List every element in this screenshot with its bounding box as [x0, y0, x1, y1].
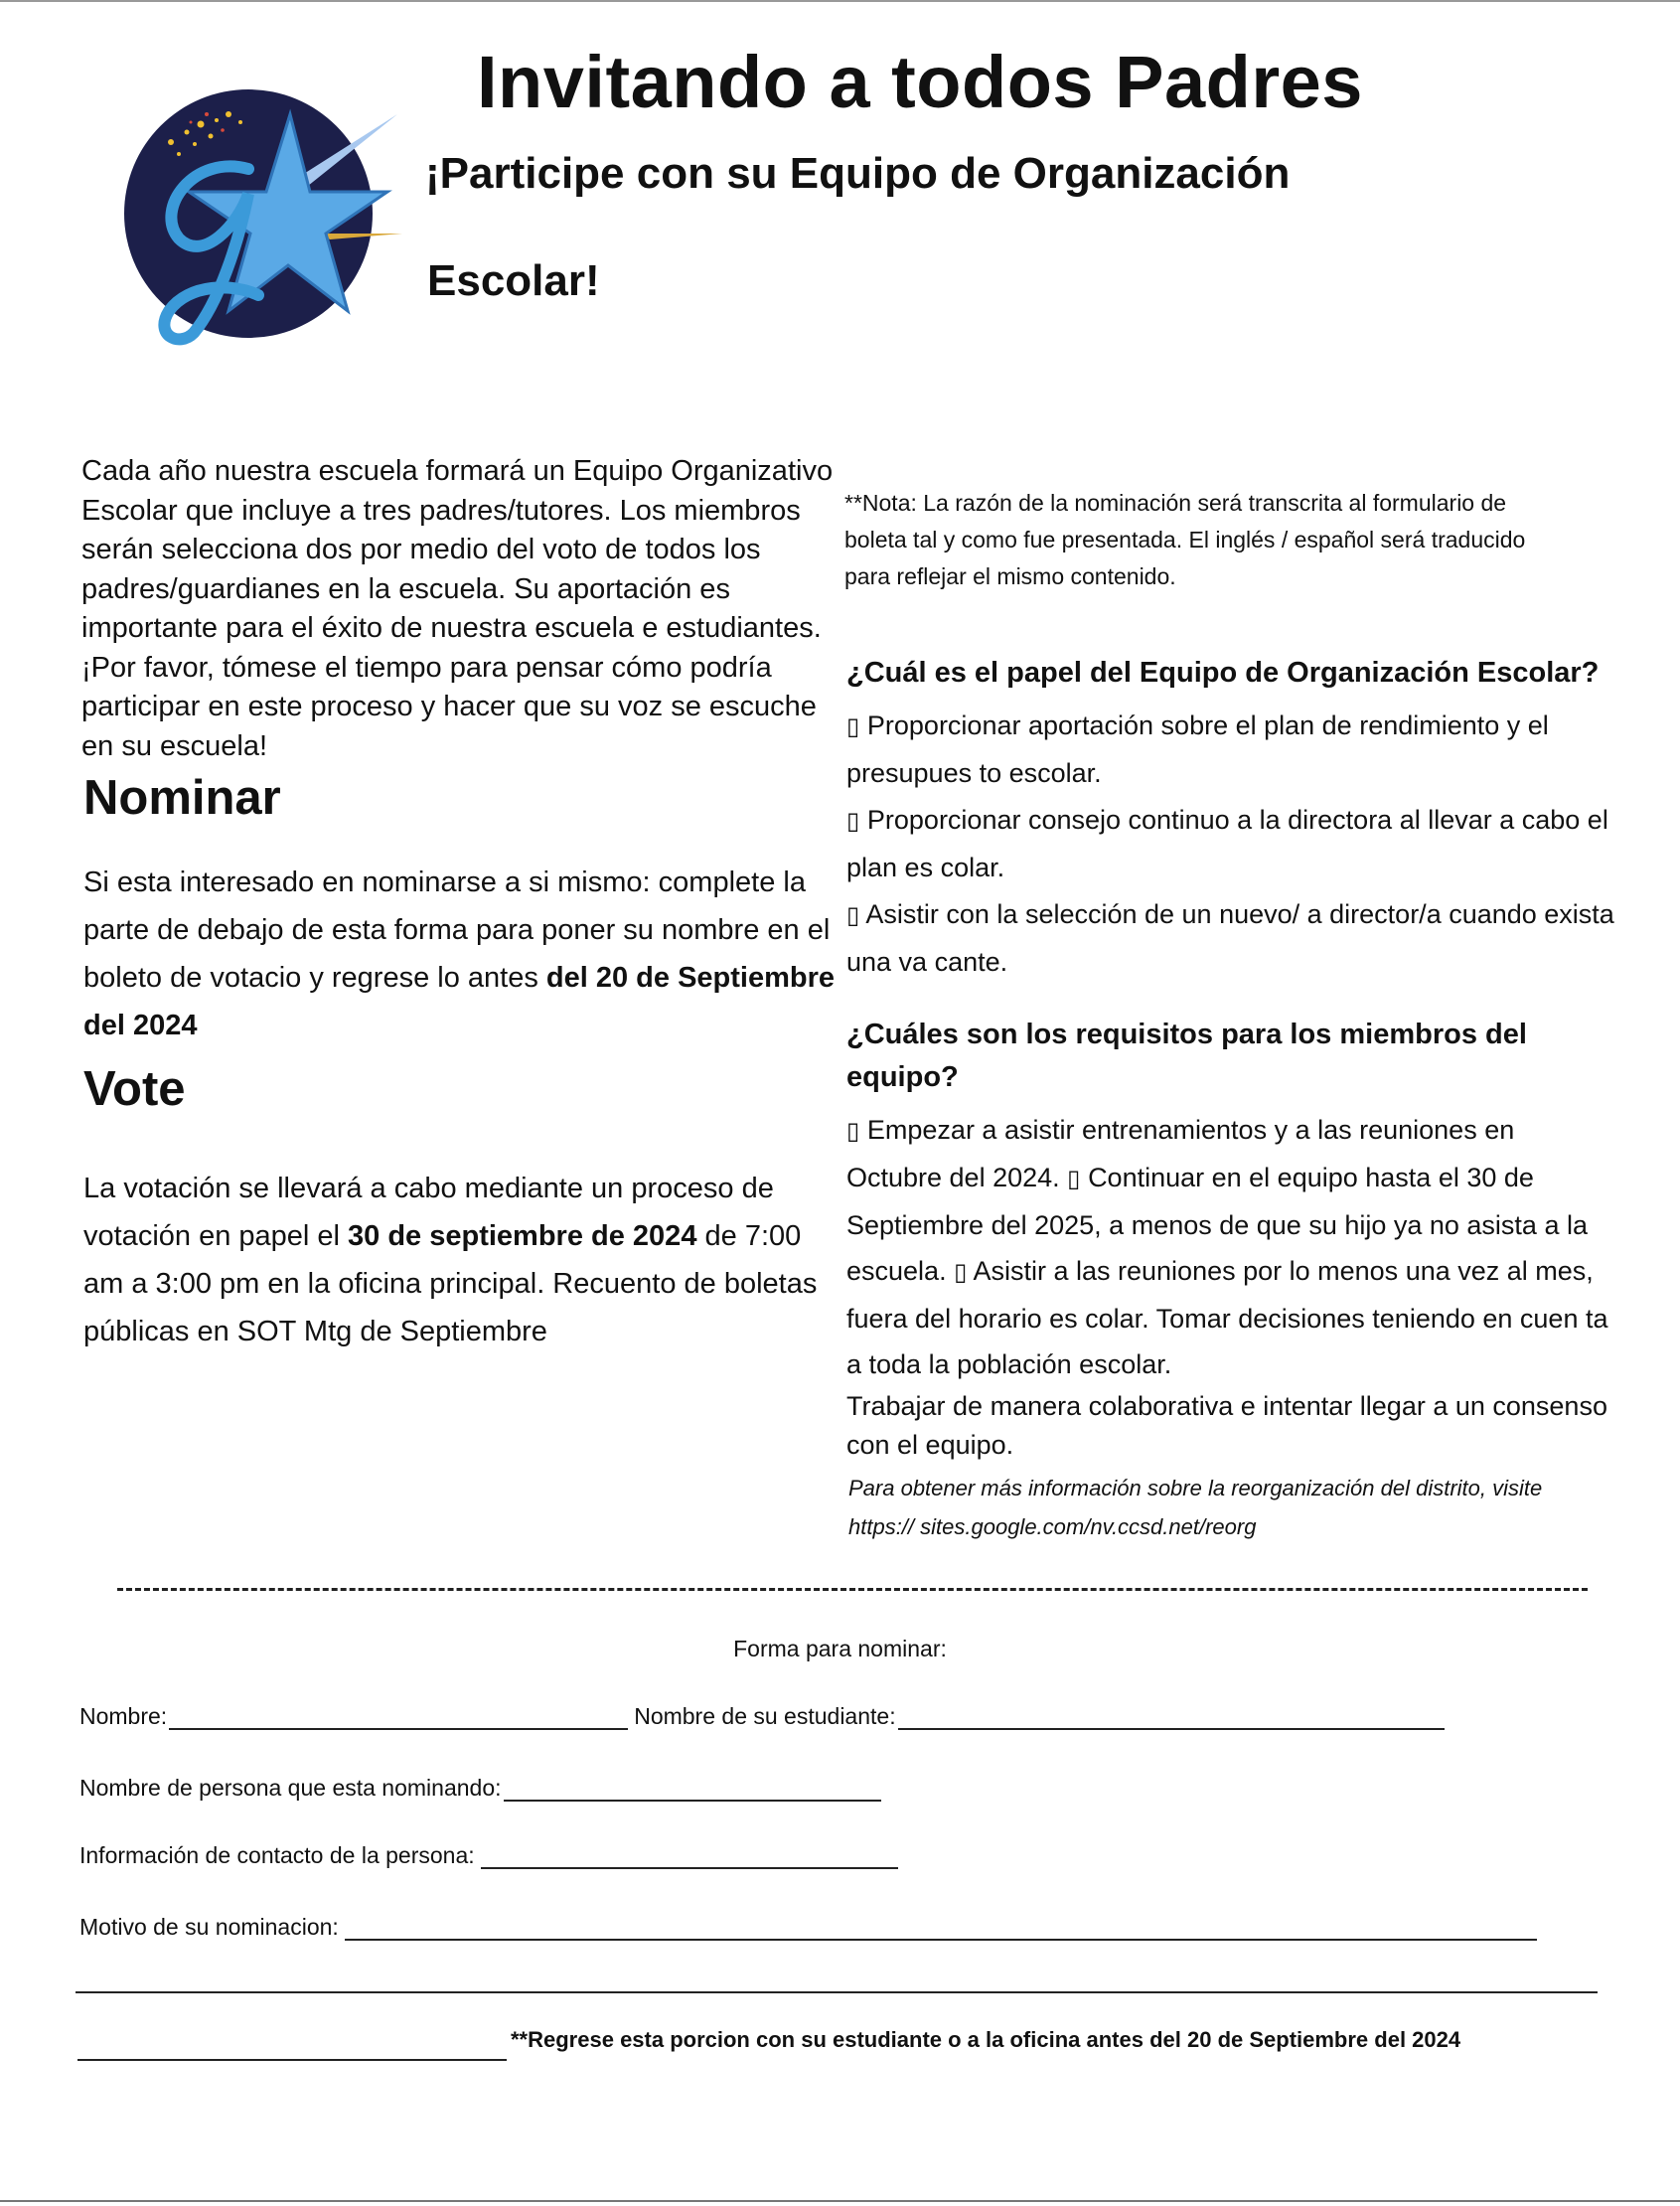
reason-label: Motivo de su nominacion: [79, 1914, 339, 1940]
checkbox-glyph-icon: ▯ [846, 808, 860, 835]
ga-star-logo-icon [99, 75, 407, 348]
nominar-heading: Nominar [83, 771, 281, 825]
reason-row [79, 1914, 1537, 1941]
contact-field[interactable] [481, 1845, 898, 1869]
cut-line [117, 1588, 1588, 1591]
contact-row [79, 1842, 898, 1869]
requirement-item: Trabajar de manera colaborativa e intentar llegar a un consenso con el equipo. [846, 1391, 1607, 1460]
checkbox-glyph-icon: ▯ [846, 1118, 860, 1145]
checkbox-glyph-icon: ▯ [954, 1259, 968, 1286]
nominating-row [79, 1775, 881, 1802]
vote-text-part1: La votación se llevará a cabo mediante un proceso de votación en papel el [83, 1173, 774, 1252]
vote-text-part2: de 7:00 am a 3:00 pm en la oficina principal. Recuento de boletas públicas en SOT Mtg de Septiembre [83, 1220, 818, 1347]
name-row [79, 1703, 1445, 1730]
name-field[interactable] [169, 1706, 628, 1730]
vote-paragraph [83, 1165, 848, 1355]
requirements-paragraph [846, 1107, 1616, 1465]
requirement-item: Asistir a las reuniones por lo menos una vez al mes, fuera del horario es colar. Tomar decisiones teniendo en cuen ta a toda la población escolar. [846, 1256, 1608, 1379]
requirement-item: Continuar en el equipo hasta el 30 de Septiembre del 2025, a menos de que su hijo ya no asista a la escuela. [846, 1163, 1588, 1286]
role-item-text: Asistir con la selección de un nuevo/ a director/a cuando exista una va cante. [846, 899, 1614, 977]
signature-field[interactable] [77, 2059, 507, 2061]
return-note: **Regrese esta porcion con su estudiante o a la oficina antes del 20 de Septiembre del 2024 [511, 2027, 1461, 2052]
nominating-field[interactable] [504, 1778, 881, 1802]
scan-edge-bottom [0, 2200, 1680, 2202]
form-title: Forma para nominar: [733, 1636, 947, 1661]
vote-date: 30 de septiembre de 2024 [348, 1220, 697, 1252]
translation-note: **Nota: La razón de la nominación será transcrita al formulario de boleta tal y como fue presentada. El inglés / español será traducido para reflejar el mismo contenido. [844, 490, 1526, 589]
intro-paragraph: Cada año nuestra escuela formará un Equipo Organizativo Escolar que incluye a tres padres/tutores. Los miembros serán selecciona dos por medio del voto de todos los padres/guardianes en la escuela. Su aportación es importante para el éxito de nuestra escuela e estudiantes. ¡Por favor, tómese el tiempo para pensar cómo podría participar en este proceso y hacer que su voz se escuche en su escuela! [81, 455, 834, 762]
checkbox-glyph-icon: ▯ [846, 713, 860, 740]
name-label: Nombre: [79, 1703, 168, 1729]
role-item-text: Proporcionar consejo continuo a la directora al llevar a cabo el plan es colar. [846, 805, 1608, 882]
vote-heading: Vote [83, 1062, 186, 1116]
checkbox-glyph-icon: ▯ [1067, 1166, 1081, 1192]
role-heading: ¿Cuál es el papel del Equipo de Organización Escolar? [846, 657, 1600, 689]
role-item-text: Proporcionar aportación sobre el plan de rendimiento y el presupues to escolar. [846, 710, 1549, 788]
role-item [846, 797, 1616, 891]
role-item [846, 703, 1616, 797]
reason-field-continued[interactable] [76, 1991, 1598, 1993]
student-field[interactable] [898, 1706, 1445, 1730]
nominar-text: Si esta interesado en nominarse a si mismo: complete la parte de debajo de esta forma para poner su nombre en el boleto de votacio y regrese lo antes [83, 867, 831, 994]
requirements-heading: ¿Cuáles son los requisitos para los miembros del equipo? [846, 1019, 1527, 1093]
more-info-link-text: Para obtener más información sobre la reorganización del distrito, visite https:// sites.google.com/nv.ccsd.net/reorg [848, 1476, 1543, 1539]
page-subtitle-line2: Escolar! [427, 256, 600, 305]
page-title: Invitando a todos Padres [477, 41, 1363, 123]
role-list [846, 703, 1616, 986]
page-subtitle-line1: ¡Participe con su Equipo de Organización [425, 149, 1291, 198]
student-label: Nombre de su estudiante: [634, 1703, 896, 1729]
nominar-deadline: del 20 de Septiembre del 2024 [83, 962, 836, 1041]
role-item [846, 891, 1616, 986]
nominar-paragraph [83, 859, 848, 1049]
nominating-label: Nombre de persona que esta nominando: [79, 1775, 502, 1801]
requirement-item: Empezar a asistir entrenamientos y a las reuniones en Octubre del 2024. [846, 1115, 1515, 1192]
reason-field[interactable] [345, 1917, 1537, 1941]
scan-edge-top [0, 0, 1680, 2]
checkbox-glyph-icon: ▯ [846, 902, 860, 929]
contact-label: Información de contacto de la persona: [79, 1842, 475, 1868]
